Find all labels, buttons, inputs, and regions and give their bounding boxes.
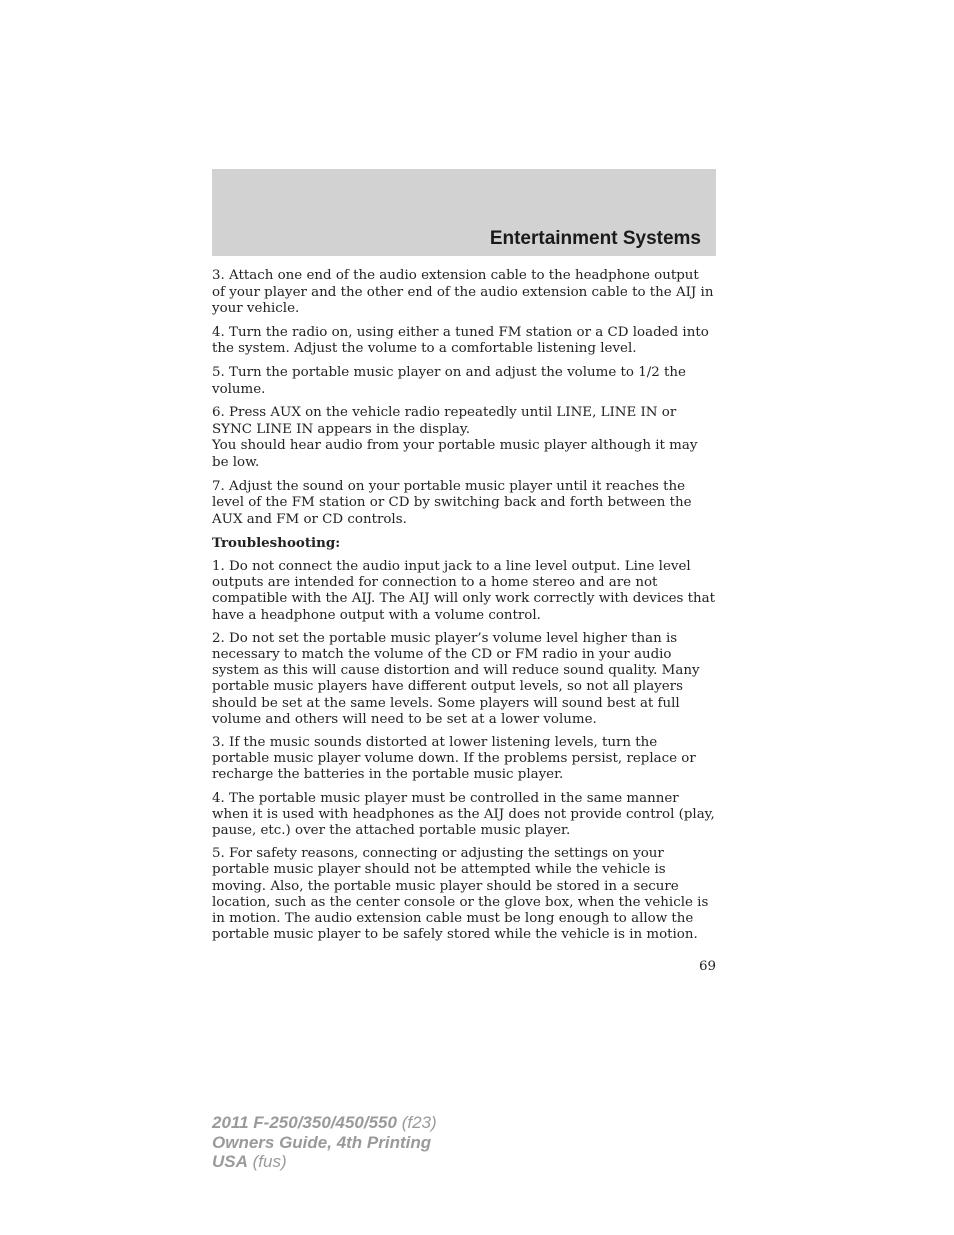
footer-line-2 [212, 1133, 437, 1153]
footer-region: USA [212, 1152, 248, 1171]
instruction-step-3: 3. Attach one end of the audio extension cable to the headphone output of your player and the other end of the audio extension cable to the AIJ in your vehicle. [212, 268, 714, 317]
document-footer [212, 1113, 437, 1172]
section-header-band [212, 169, 716, 256]
instruction-step-7: 7. Adjust the sound on your portable music player until it reaches the level of the FM station or CD by switching back and forth between the AUX and FM or CD controls. [212, 478, 692, 527]
instruction-step-4: 4. Turn the radio on, using either a tuned FM station or a CD loaded into the system. Adjust the volume to a comfortable listening level. [212, 324, 709, 357]
troubleshooting-item-3: 3. If the music sounds distorted at lower listening levels, turn the portable music player volume down. If the problems persist, replace or recharge the batteries in the portable music player. [212, 734, 696, 783]
instruction-step-6-note: You should hear audio from your portable music player although it may be low. [212, 438, 698, 470]
footer-model: 2011 F-250/350/450/550 [212, 1113, 397, 1132]
troubleshooting-heading: Troubleshooting: [212, 535, 341, 552]
footer-region-code: (fus) [252, 1152, 287, 1171]
page-number: 69 [698, 959, 716, 974]
troubleshooting-item-2: 2. Do not set the portable music player’s volume level higher than is necessary to match the volume of the CD or FM radio in your audio system as this will cause distortion and will reduce sound quality. Many portable music players have different output levels, so not all players should be set at the same levels. Some players will sound best at full volume and others will need to be set at a lower volume. [212, 630, 700, 727]
footer-line-3 [212, 1152, 437, 1172]
instruction-step-6: 6. Press AUX on the vehicle radio repeatedly until LINE, LINE IN or SYNC LINE IN appears in the display. [212, 405, 677, 437]
instruction-step-5: 5. Turn the portable music player on and adjust the volume to 1/2 the volume. [212, 364, 686, 397]
section-title: Entertainment Systems [489, 228, 701, 249]
troubleshooting-item-4: 4. The portable music player must be controlled in the same manner when it is used with headphones as the AIJ does not provide control (play, pause, etc.) over the attached portable music player. [212, 790, 715, 838]
footer-line-1 [212, 1113, 437, 1133]
footer-edition: Owners Guide, 4th Printing [212, 1132, 432, 1152]
page-body [212, 268, 716, 950]
footer-model-code: (f23) [401, 1113, 437, 1132]
troubleshooting-item-5: 5. For safety reasons, connecting or adjusting the settings on your portable music player should not be attempted while the vehicle is moving. Also, the portable music player should be stored in a secure location, such as the center console or the glove box, when the vehicle is in motion. The audio extension cable must be long enough to allow the portable music player to be safely stored while the vehicle is in motion. [212, 846, 709, 943]
troubleshooting-item-1: 1. Do not connect the audio input jack to a line level output. Line level outputs are intended for connection to a home stereo and are not compatible with the AIJ. The AIJ will only work correctly with devices that have a headphone output with a volume control. [212, 558, 716, 623]
